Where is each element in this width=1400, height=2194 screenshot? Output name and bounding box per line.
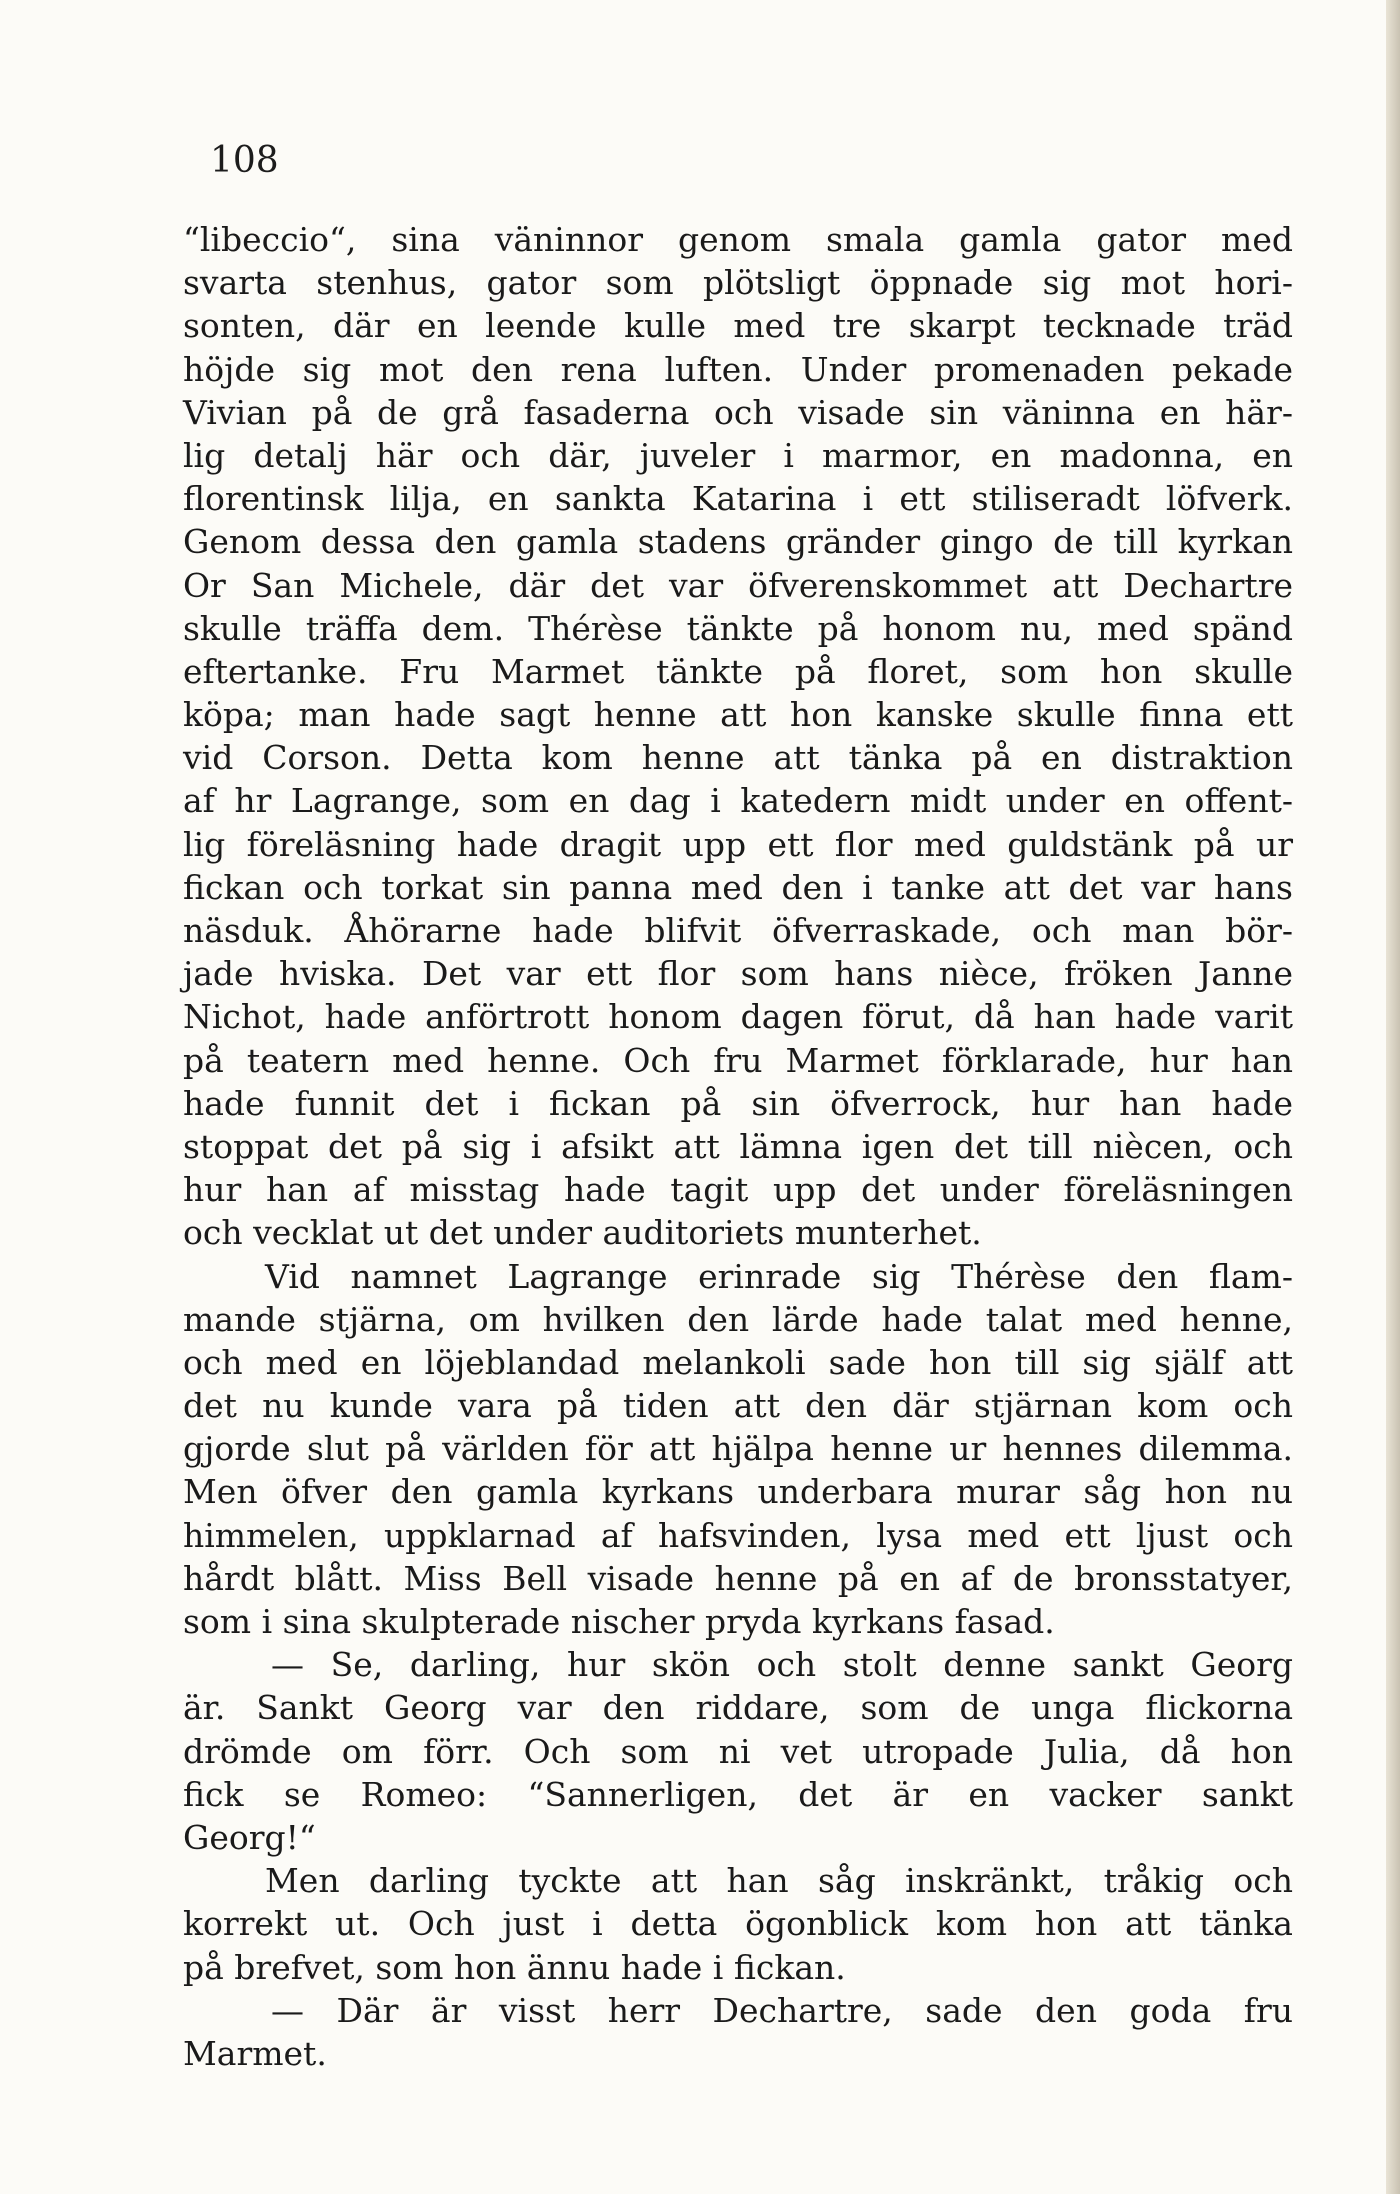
text-line: det nu kunde vara på tiden att den där stjärnan kom och (183, 1386, 1293, 1426)
text-line: fick se Romeo: “Sannerligen, det är en vacker sankt (183, 1774, 1293, 1814)
text-line: höjde sig mot den rena luften. Under promenaden pekade (183, 349, 1293, 389)
text-line: Genom dessa den gamla stadens gränder gingo de till kyrkan (183, 522, 1293, 562)
text-line: florentinsk lilja, en sankta Katarina i ett stiliseradt löfverk. (183, 479, 1293, 519)
text-line: Or San Michele, där det var öfverenskommet att Dechartre (183, 565, 1293, 605)
text-line: gjorde slut på världen för att hjälpa henne ur hennes dilemma. (183, 1429, 1293, 1469)
text-line: Vivian på de grå fasaderna och visade sin väninna en här- (183, 392, 1293, 432)
text-line: Nichot, hade anförtrott honom dagen förut, då han hade varit (183, 997, 1293, 1037)
text-line: svarta stenhus, gator som plötsligt öppnade sig mot hori- (183, 263, 1293, 303)
text-line: lig detalj här och där, juveler i marmor, en madonna, en (183, 435, 1293, 475)
text-line: himmelen, uppklarnad af hafsvinden, lysa med ett ljust och (183, 1515, 1293, 1555)
text-line: jade hviska. Det var ett flor som hans nièce, fröken Janne (183, 954, 1293, 994)
body-text (183, 218, 1293, 2075)
text-line: drömde om förr. Och som ni vet utropade Julia, då hon (183, 1731, 1293, 1771)
page-number: 108 (210, 140, 279, 181)
text-line: hade funnit det i fickan på sin öfverrock, hur han hade (183, 1083, 1293, 1123)
text-line: näsduk. Åhörarne hade blifvit öfverraskade, och man bör- (183, 911, 1293, 950)
text-line: Vid namnet Lagrange erinrade sig Thérèse den flam- (265, 1256, 1293, 1296)
text-line: — Se, darling, hur skön och stolt denne sankt Georg (271, 1645, 1293, 1685)
text-line: hårdt blått. Miss Bell visade henne på en af de bronsstatyer, (183, 1558, 1293, 1598)
text-line: Men öfver den gamla kyrkans underbara murar såg hon nu (183, 1472, 1293, 1512)
text-line: af hr Lagrange, som en dag i katedern midt under en offent- (183, 781, 1293, 821)
text-line: Marmet. (183, 2033, 327, 2073)
text-line: och med en löjeblandad melankoli sade hon till sig själf att (183, 1342, 1293, 1382)
text-line: köpa; man hade sagt henne att hon kanske skulle finna ett (183, 695, 1293, 735)
text-line: — Där är visst herr Dechartre, sade den goda fru (271, 1990, 1293, 2030)
text-line: korrekt ut. Och just i detta ögonblick kom hon att tänka (183, 1904, 1293, 1944)
text-line: fickan och torkat sin panna med den i tanke att det var hans (183, 867, 1293, 907)
text-line: sonten, där en leende kulle med tre skarpt tecknade träd (183, 306, 1293, 346)
text-line: eftertanke. Fru Marmet tänkte på floret, som hon skulle (183, 651, 1293, 691)
text-line: på teatern med henne. Och fru Marmet förklarade, hur han (183, 1040, 1293, 1080)
text-line: Men darling tyckte att han såg inskränkt, tråkig och (265, 1861, 1293, 1901)
page-edge-shadow (1386, 0, 1400, 2194)
text-line: stoppat det på sig i afsikt att lämna igen det till niècen, och (183, 1126, 1293, 1166)
text-line: skulle träffa dem. Thérèse tänkte på honom nu, med spänd (183, 608, 1293, 648)
text-line: “libeccio“, sina väninnor genom smala gamla gator med (183, 220, 1293, 259)
text-line: är. Sankt Georg var den riddare, som de unga flickorna (183, 1688, 1293, 1728)
text-line: Georg!“ (183, 1817, 316, 1857)
text-line: på brefvet, som hon ännu hade i fickan. (183, 1947, 846, 1987)
text-line: mande stjärna, om hvilken den lärde hade talat med henne, (183, 1299, 1293, 1339)
text-line: vid Corson. Detta kom henne att tänka på en distraktion (183, 738, 1293, 778)
text-line: hur han af misstag hade tagit upp det under föreläsningen (183, 1170, 1293, 1210)
text-line: som i sina skulpterade nischer pryda kyrkans fasad. (183, 1602, 1055, 1641)
text-line: och vecklat ut det under auditoriets munterhet. (183, 1213, 982, 1253)
text-line: lig föreläsning hade dragit upp ett flor med guldstänk på ur (183, 824, 1293, 864)
